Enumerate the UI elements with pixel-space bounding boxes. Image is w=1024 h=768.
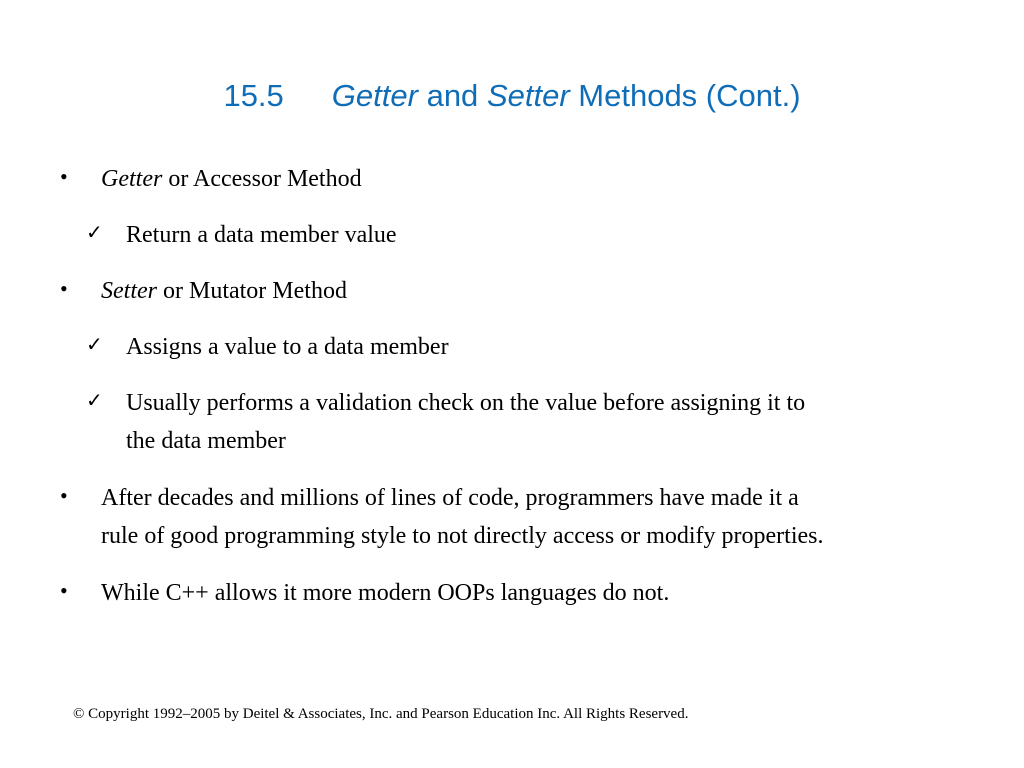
bullet-text: While C++ allows it more modern OOPs languages do not. <box>101 580 670 606</box>
subbullet-text-line1: Usually performs a validation check on the value before assigning it to <box>126 390 806 416</box>
bullet-dot-icon: • <box>60 578 68 603</box>
bullet-text-line2: rule of good programming style to not directly access or modify properties. <box>101 523 824 549</box>
bullet-emphasis: Setter <box>101 278 157 304</box>
title-and: and <box>426 78 479 113</box>
title-setter: Setter <box>486 78 570 113</box>
copyright-footer: © Copyright 1992–2005 by Deitel & Associates, Inc. and Pearson Education Inc. All Rights Reserved. <box>73 706 689 722</box>
bullet-dot-icon: • <box>60 483 68 508</box>
subbullet-text: Assigns a value to a data member <box>126 334 449 360</box>
title-getter: Getter <box>331 78 418 113</box>
bullet-emphasis: Getter <box>101 166 163 192</box>
title-rest: Methods (Cont.) <box>578 78 801 113</box>
bullet-rest: or Mutator Method <box>156 278 347 304</box>
bullet-dot-icon: • <box>60 276 68 301</box>
subbullet-text-line2: the data member <box>126 428 286 454</box>
checkmark-icon: ✓ <box>86 220 103 244</box>
bullet-text <box>101 160 362 198</box>
bullet-text <box>101 272 347 310</box>
checkmark-icon: ✓ <box>86 332 103 356</box>
bullet-text-line1: After decades and millions of lines of code, programmers have made it a <box>101 485 799 511</box>
bullet-rest: or Accessor Method <box>162 166 362 192</box>
subbullet-text: Return a data member value <box>126 222 397 248</box>
section-number: 15.5 <box>223 78 284 113</box>
checkmark-icon: ✓ <box>86 388 103 412</box>
bullet-dot-icon: • <box>60 164 68 189</box>
